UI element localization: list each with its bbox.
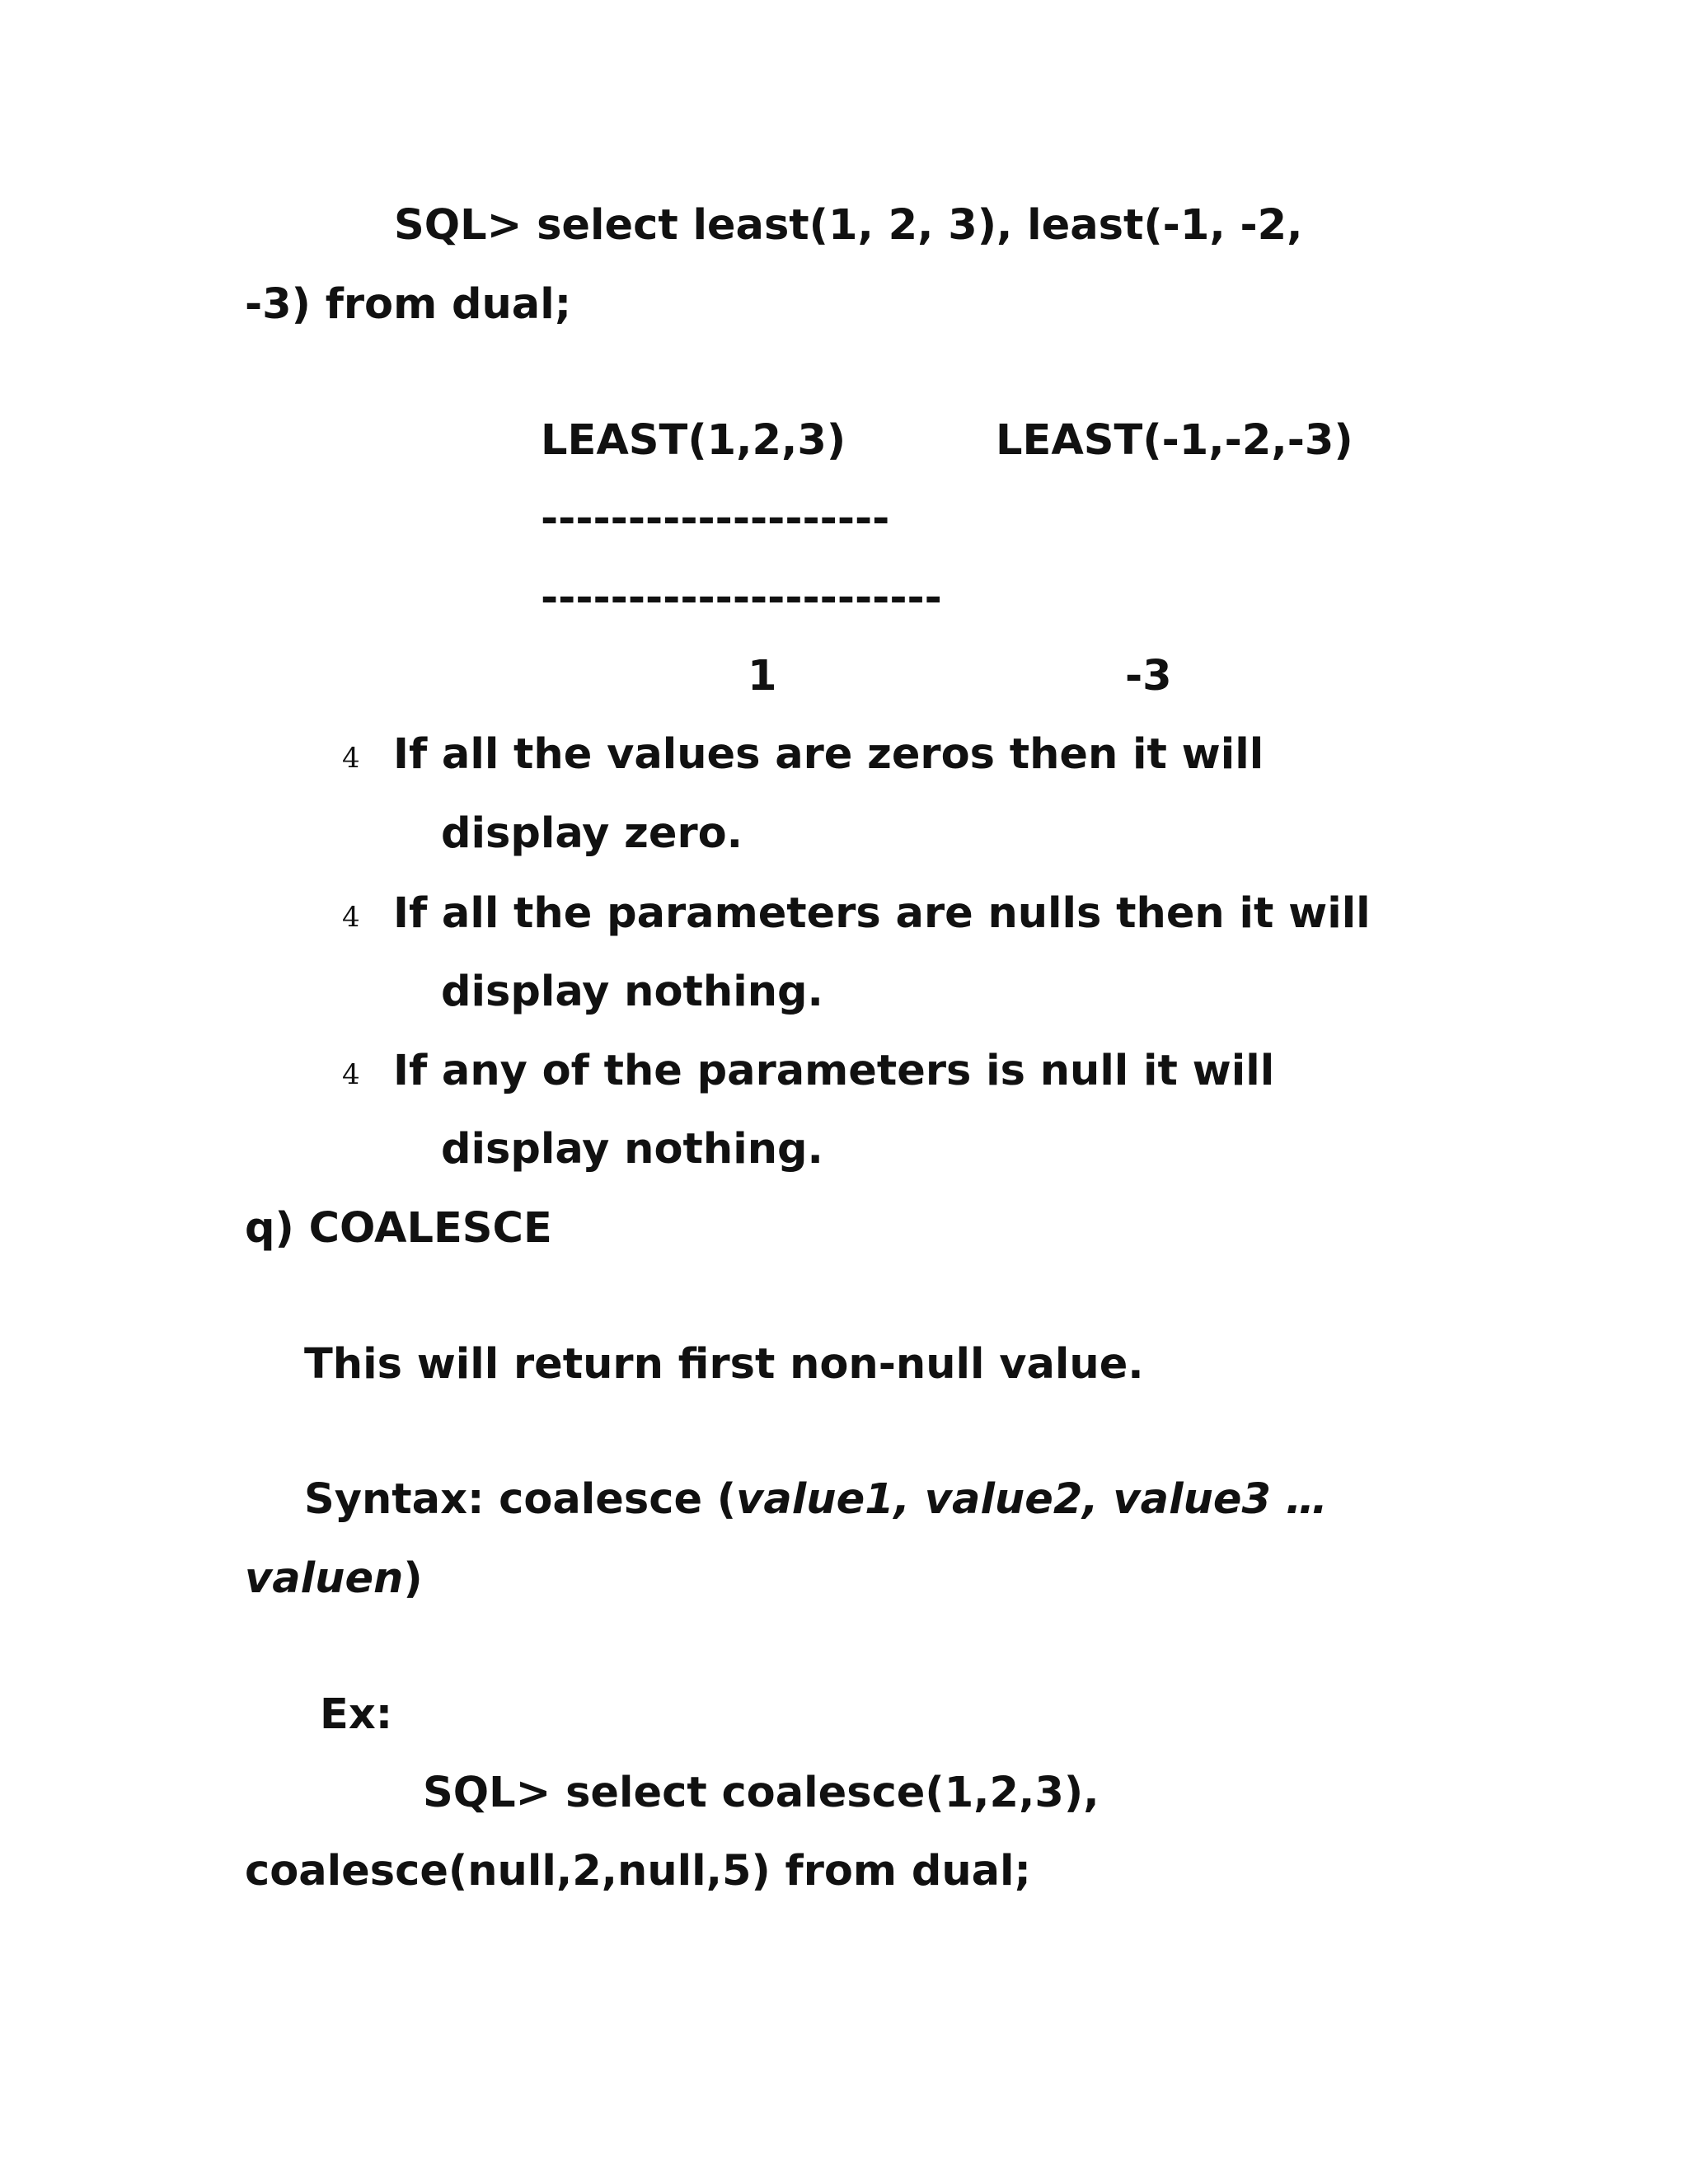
syntax-last-arg: valuen [245, 1554, 404, 1603]
least-col1-header: LEAST(1,2,3) [541, 416, 846, 465]
note-1-bullet-icon: 4 [342, 742, 360, 775]
coalesce-query-line-2: coalesce(null,2,null,5) from dual; [245, 1847, 1031, 1896]
coalesce-syntax-line-1 [304, 1475, 1328, 1525]
least-col2-value: -3 [1125, 652, 1172, 701]
least-col1-value: 1 [748, 652, 777, 701]
syntax-args: value1, value2, value3 … [736, 1475, 1328, 1524]
coalesce-heading: q) COALESCE [245, 1204, 552, 1253]
note-3-bullet-icon: 4 [342, 1058, 360, 1091]
coalesce-description: This will return first non-null value. [304, 1340, 1144, 1389]
syntax-close: ) [403, 1554, 423, 1603]
note-3-line-1: If any of the parameters is null it will [393, 1047, 1275, 1095]
note-2-bullet-icon: 4 [342, 901, 360, 934]
least-query-line-2: -3) from dual; [245, 280, 572, 329]
coalesce-syntax-line-2 [245, 1554, 423, 1604]
syntax-prefix: Syntax: coalesce ( [304, 1475, 737, 1524]
note-1-line-2: display zero. [441, 809, 743, 858]
least-query-line-1: SQL> select least(1, 2, 3), least(-1, -2, [394, 201, 1303, 250]
least-col2-header: LEAST(-1,-2,-3) [996, 416, 1353, 465]
note-1-line-1: If all the values are zeros then it will [393, 730, 1264, 779]
note-2-line-1: If all the parameters are nulls then it will [393, 889, 1371, 938]
note-3-line-2: display nothing. [441, 1125, 823, 1174]
least-separator-2: ----------------------- [541, 574, 942, 622]
ex-label: Ex: [320, 1690, 393, 1739]
note-2-line-2: display nothing. [441, 968, 823, 1016]
least-separator-1: -------------------- [541, 494, 890, 543]
coalesce-query-line-1: SQL> select coalesce(1,2,3), [423, 1769, 1100, 1817]
